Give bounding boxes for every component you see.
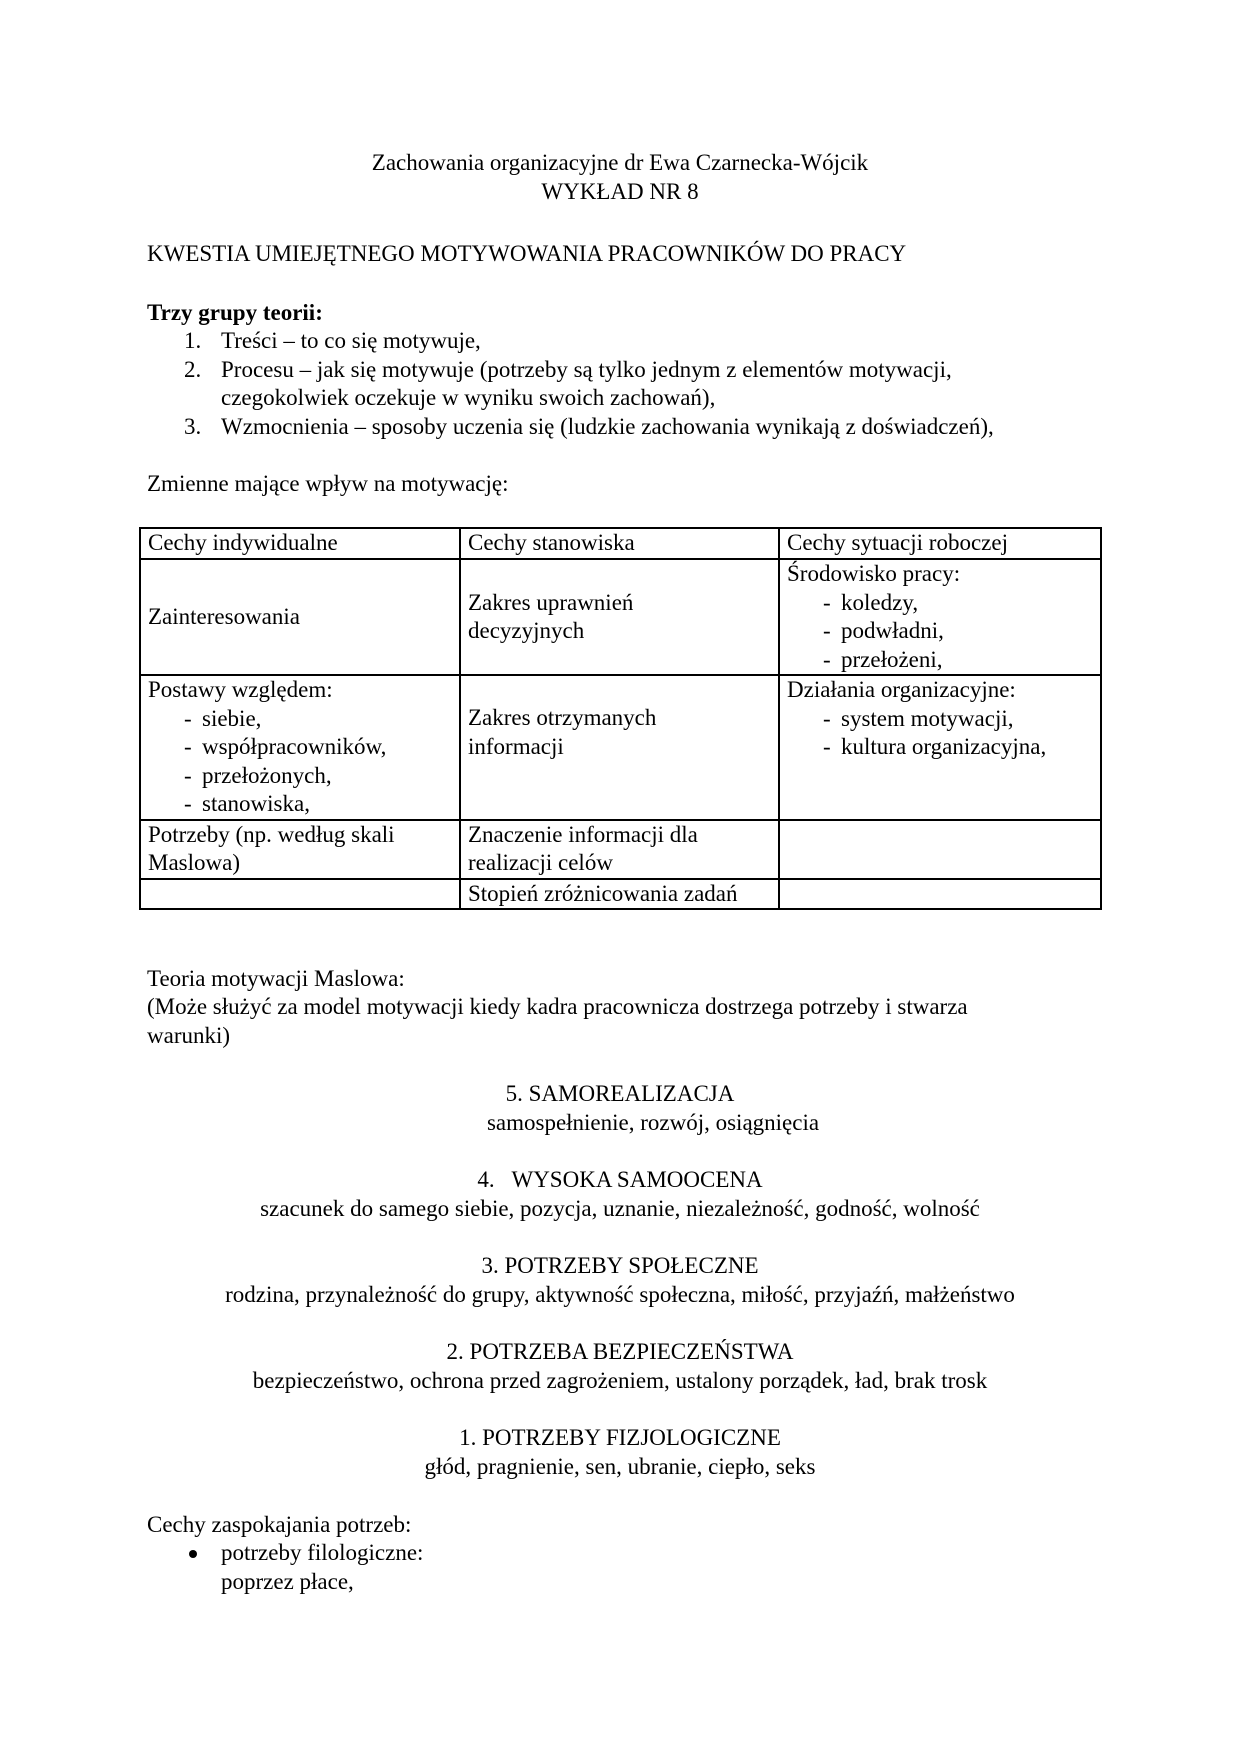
cell-list-item: - przełożonych, (148, 762, 452, 791)
table-row (140, 559, 1101, 675)
theory-text: Wzmocnienia – sposoby uczenia się (ludzkie zachowania wynikają z doświadczeń), (221, 414, 994, 439)
table-header-cell: Cechy indywidualne (140, 528, 460, 559)
lecture-number: WYKŁAD NR 8 (541, 179, 699, 204)
table-cell-empty (779, 820, 1101, 879)
maslow-level-desc: samospełnienie, rozwój, osiągnięcia (486, 1110, 820, 1135)
maslow-level-title: 3. POTRZEBY SPOŁECZNE (481, 1253, 759, 1278)
bullet-label: potrzeby filologiczne: (221, 1540, 424, 1565)
cell-title: Działania organizacyjne: (787, 677, 1016, 702)
cell-text: realizacji celów (468, 850, 613, 875)
cell-title: Środowisko pracy: (787, 561, 961, 586)
table-header-row (140, 528, 1101, 559)
theory-text: Treści – to co się motywuje, (221, 328, 481, 353)
theories-heading: Trzy grupy teorii: (147, 300, 323, 325)
list-number: 2. (184, 357, 202, 382)
table-row (140, 820, 1101, 879)
cell-list-item: - system motywacji, (787, 705, 1093, 734)
cell-text: Potrzeby (np. według skali (148, 821, 395, 847)
table-cell (140, 559, 460, 675)
cell-list-item: - koledzy, (787, 589, 1093, 618)
bullet-detail: poprzez płace, (221, 1569, 354, 1594)
bullet-icon (189, 1550, 197, 1558)
cell-list-item: - siebie, (148, 705, 452, 734)
cell-text: Maslowa) (148, 850, 240, 875)
document-title: Zachowania organizacyjne dr Ewa Czarnecka-Wójcik (371, 150, 869, 175)
table-cell (140, 820, 460, 879)
variables-intro: Zmienne mające wpływ na motywację: (147, 471, 509, 496)
table-cell (460, 675, 779, 820)
table-cell (779, 559, 1101, 675)
maslow-level-title: 4. WYSOKA SAMOOCENA (477, 1167, 763, 1192)
cell-list-item: - przełożeni, (787, 646, 1093, 675)
table-header-cell: Cechy stanowiska (460, 528, 779, 559)
theory-text: czegokolwiek oczekuje w wyniku swoich zachowań), (221, 385, 716, 410)
maslow-level-desc: głód, pragnienie, sen, ubranie, ciepło, seks (424, 1454, 816, 1479)
theory-text: Procesu – jak się motywuje (potrzeby są tylko jednym z elementów motywacji, (221, 357, 952, 382)
maslow-note: warunki) (147, 1023, 231, 1048)
table-header-cell: Cechy sytuacji roboczej (779, 528, 1101, 559)
table-cell: Stopień zróżnicowania zadań (460, 879, 779, 910)
bullet-item (189, 1539, 789, 1567)
satisfaction-heading: Cechy zaspokajania potrzeb: (147, 1512, 412, 1537)
table-cell (779, 675, 1101, 820)
maslow-level-desc: szacunek do samego siebie, pozycja, uznanie, niezależność, godność, wolność (260, 1196, 980, 1221)
cell-list-item: - podwładni, (787, 617, 1093, 646)
cell-title: Postawy względem: (148, 677, 333, 702)
maslow-level-title: 1. POTRZEBY FIZJOLOGICZNE (459, 1425, 781, 1450)
cell-text: informacji (468, 733, 564, 759)
table-cell-empty (779, 879, 1101, 910)
table-cell (460, 559, 779, 675)
cell-list-item: - współpracowników, (148, 733, 452, 762)
cell-list-item: - stanowiska, (148, 790, 452, 819)
table-row (140, 675, 1101, 820)
cell-text: Znaczenie informacji dla (468, 821, 698, 847)
maslow-level-desc: bezpieczeństwo, ochrona przed zagrożeniem, ustalony porządek, ład, brak trosk (252, 1368, 988, 1393)
maslow-heading: Teoria motywacji Maslowa: (147, 966, 405, 991)
table-row (140, 879, 1101, 910)
cell-text: decyzyjnych (468, 618, 585, 643)
cell-text: Zakres uprawnień (468, 589, 634, 615)
list-number: 3. (184, 414, 202, 439)
maslow-level-title: 2. POTRZEBA BEZPIECZEŃSTWA (446, 1339, 794, 1364)
list-number: 1. (184, 328, 202, 353)
table-cell (140, 675, 460, 820)
cell-text: Zakres otrzymanych (468, 705, 657, 730)
table-cell-empty (140, 879, 460, 910)
maslow-level-title: 5. SAMOREALIZACJA (505, 1081, 735, 1106)
motivation-variables-table (139, 527, 1102, 910)
table-cell (460, 820, 779, 879)
cell-text: Zainteresowania (148, 603, 300, 629)
cell-list-item: - kultura organizacyjna, (787, 733, 1093, 762)
maslow-level-desc: rodzina, przynależność do grupy, aktywność społeczna, miłość, przyjaźń, małżeństwo (225, 1282, 1015, 1307)
maslow-note: (Może służyć za model motywacji kiedy kadra pracownicza dostrzega potrzeby i stwarza (147, 994, 968, 1019)
topic-heading: KWESTIA UMIEJĘTNEGO MOTYWOWANIA PRACOWNIKÓW DO PRACY (147, 241, 907, 266)
